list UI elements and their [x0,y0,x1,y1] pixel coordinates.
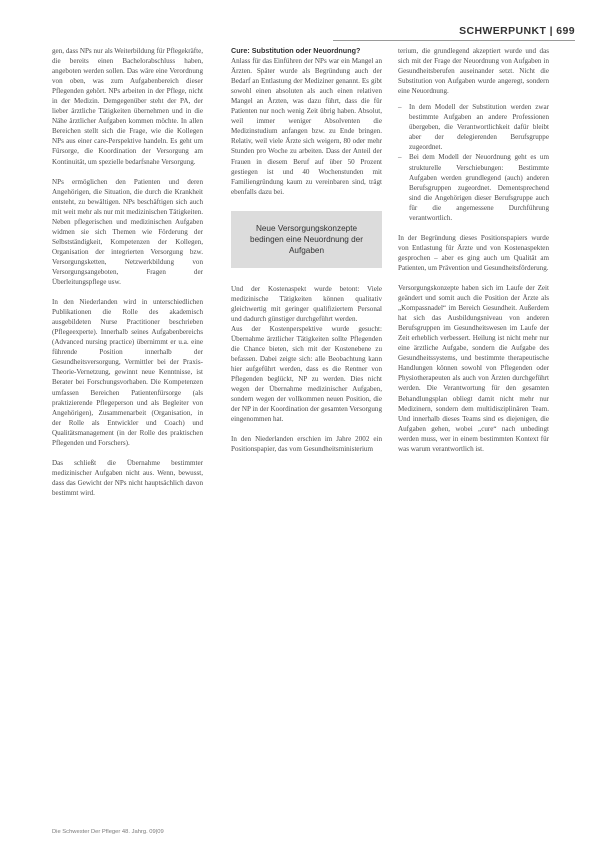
column-left [52,46,203,498]
paragraph: Aus der Kostenperspektive wurde gesucht: Übernahme ärztlicher Tätigkeiten sollte Pflegenden die Chance bieten, sich mit der Kostenebene zu befassen. Dabei zeigte sich: alle Beobachtung kann hier aufgeführt werden, dass es die Rentner von Pflegenden beglückt, NP zu werden. Dies nicht wegen der Übernahme medizinischer Aufgaben, sondern wegen der vollkommen neuen Position, die der NP in der Koordination der gesamten Versorgung eingenommen hat. [231,324,382,424]
column-right [398,46,549,454]
paragraph: NPs ermöglichen den Patienten und deren Angehörigen, die Situation, die durch die Krankheit entsteht, zu bewältigen. NPs beschäftigen sich auch mit weit mehr als nur mit medizinischen Tätigkeiten. Neben pflegerischen und medizinischen Aufgaben widmen sie sich Themen wie Förderung der Selbstständigkeit, Kompetenzen der Kollegen, Organisation der integrierten Versorgung bzw. Versorgungsketten, Netzwerkbildung von Versorgungsangeboten, Fragen der Überleitungspflege usw. [52,177,203,287]
paragraph: Versorgungskonzepte haben sich im Laufe der Zeit geändert und somit auch die Position der Ärzte als „Kompassnadel“ im Bereich Gesundheit. Außerdem hat sich das Ausbildungsniveau von anderen Berufsgruppen im Gesundheitswesen im Laufe der Zeit erheblich verbessert. Heilung ist nicht mehr nur eine ärztliche Aufgabe, sondern die Aufgabe des Gesundheitssystems, und bestimmte therapeutische Handlungen können sowohl von Pflegenden oder Physiotherapeuten als auch von Ärzten durchgeführt werden. Die Verantwortung für den gesamten Behandlungsplan obliegt damit nicht mehr nur Medizinern, sondern dem multidisziplinären Team. Und innerhalb dieses Teams sind es diejenigen, die Aufgaben gehen, wobei „cure“ nach unbedingt werden muss, wer in einem bestimmten Kontext für was warum verantwortlich ist. [398,283,549,453]
column-middle [231,46,382,454]
paragraph: terium, die grundlegend akzeptiert wurde und das sich mit der Frage der Neuordnung von Aufgaben in Gesundheitsberufen auseinander setzt. Nicht die Substitution von Aufgaben wurde angeregt, sondern eine Neuordnung. [398,47,549,96]
header-rule [333,40,575,41]
paragraph: In den Niederlanden wird in unterschiedlichen Publikationen die Rolle des akademisch ausgebildeten Nurse Practitioner beschrieben (Pflegeexperte). Innerhalb seines Aufgabenbereichs (Advanced nursing practice) übernimmt er u.a. eine führende Position innerhalb der Gesundheitsversorgung, Vermittler bei der Praxis-Theorie-Vernetzung, gewinnt neue Kenntnisse, ist Berater bei Forschungsvorhaben. Die Kompetenzen umfassen Bereichen Patientenfürsorge (als praktizierende Pflegeperson und als Begleiter von Angehörigen), Zusammenarbeit (Organisation, in der Rolle als Entwickler und Coach) und Qualitätsmanagement (in der Rolle des praktischen Pflegenden und Forschers). [52,298,203,447]
list-item: – In dem Modell der Substitution werden zwar bestimmte Aufgaben an andere Professionen übergeben, die Verantwortlichkeit dafür bleibt aber der delegierenden Berufsgruppe zugeordnet. [398,102,549,152]
pull-quote: Neue Versorgungskonzepte bedingen eine Neuordnung der Aufgaben [231,211,382,268]
paragraph: Das schließt die Übernahme bestimmter medizinischer Aufgaben nicht aus. Wenn, bewusst, dass das Gewicht der NPs nicht hauptsächlich davon bestimmt wird. [52,458,203,497]
page-footer: Die Schwester Der Pfleger 48. Jahrg. 09|09 [52,829,164,835]
paragraph: In der Begründung dieses Positionspapiers wurde von Entlastung für Ärzte und von Kostenaspekten gesprochen – aber es ging auch um Qualität am Patienten, um Prävention und Gesundheitsförderung. [398,233,549,272]
paragraph: Und der Kostenaspekt wurde betont: Viele medizinische Tätigkeiten können qualitativ gleichwertig mit geringer qualifiziertem Personal und dadurch günstiger durchgeführt werden. [231,284,382,323]
section-label: SCHWERPUNKT | 699 [459,25,575,37]
paragraph: In den Niederlanden erschien im Jahre 2002 ein Positionspapier, das vom Gesundheitsministerium [231,435,382,454]
paragraph: Anlass für das Einführen der NPs war ein Mangel an Ärzten. Später wurde als Begründung auch der Bedarf an Entlastung der Mediziner genannt. Es gibt sowohl einen absoluten als auch einen relativen Mangel an Ärzten, was dazu führt, dass die für Patienten nur noch wenig Zeit übrig haben. Absolut, weil immer weniger Absolventen die Medizinstudium anfangen bzw. zu Ende bringen. Relativ, weil viele Ärzte sich weigern, 80 oder mehr Stunden pro Woche zu arbeiten. Dass der Anteil der Frauen in diesem Beruf auf über 50 Prozent gestiegen ist und 40 Wochenstunden mit Familiengründung kaum zu vereinbaren sind, trägt ebenfalls dazu bei. [231,57,382,196]
subheading: Cure: Substitution oder Neuordnung? [231,46,361,55]
paragraph: gen, dass NPs nur als Weiterbildung für Pflegekräfte, die bereits einen Bachelorabschluss haben, angeboten werden sollen. Das wäre eine Verordnung von oben, was zum Aufgabenbereich dieser Pflegenden gehört. NPs arbeiten in der Pflege, nicht in der Medizin. Demgegenüber steht der PA, der lieber ärztliche Tätigkeiten übernehmen und in die Nähe ärztlicher Aufgaben kommen möchte. In allen Bereichen stellt sich die Frage, wie die Kollegen NPs aus einer care-Perspektive handeln. Es geht um Fürsorge, die Koordination der Versorgung am Kontinuität, um spezielle bedarfsnahe Versorgung. [52,47,203,166]
bullet-list [398,102,549,223]
page-header [0,0,601,42]
list-item: – Bei dem Modell der Neuordnung geht es um strukturelle Verschiebungen: Bestimmte Aufgaben werden grundlegend (auch) anderen Berufsgruppen zugeordnet. Dementsprechend sind die Angehörigen dieser Berufsgruppe auch für die angemessene Durchführung verantwortlich. [398,152,549,222]
